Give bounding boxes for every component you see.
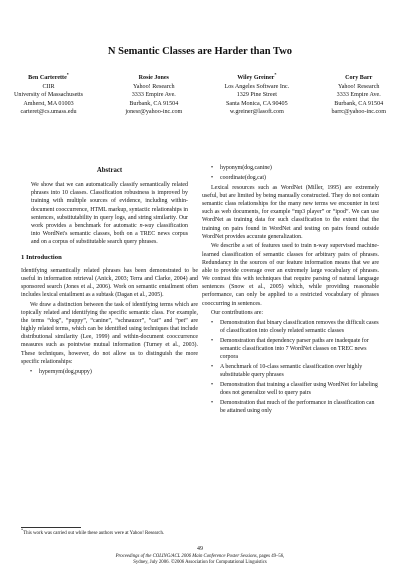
author-address: 1329 Pine Street — [236, 92, 277, 99]
paragraph: Identifying semantically related phrases has been demonstrated to be useful in information retrieval (Anick, 2003; Terra and Clarke, 2004) and sponsored search (Jones et al., 2006). Work on semantic entailment often includes lexical entailment as a subtask (Dagan et al., 2005). — [21, 267, 198, 299]
author-name: Cory Barr — [345, 75, 373, 81]
abstract-heading: Abstract — [96, 167, 123, 174]
section-heading-introduction: 1 Introduction — [21, 254, 62, 262]
right-column — [202, 162, 379, 417]
proceedings-venue: Sydney, July 2006. ©2006 Association for Computational Linguistics — [133, 559, 267, 565]
author-address: 3333 Empire Ave. — [336, 92, 381, 99]
proceedings-pages: , pages 49–56, — [256, 554, 285, 559]
author-city: Burbank, CA 91504 — [129, 100, 179, 107]
author-name: Rosie Jones — [138, 75, 169, 81]
author-1 — [14, 71, 84, 117]
author-name: Ben Carterette — [28, 75, 67, 81]
footnote-mark: * — [21, 527, 24, 532]
author-2 — [125, 74, 182, 117]
abstract-text: We show that we can automatically classify semantically related phrases into 10 classes. Classification robustness is improved by training with multiple sources of evidence, including within-document cooccurrence, HTML markup, syntactic relationships in sentences, substitutability in query logs, and string similarity. Our work provides a benchmark for automatic n-way classification into WordNet's semantic classes, both on a TREC news corpus and on a corpus of substitutable search query phrases. — [31, 182, 188, 246]
paragraph: We draw a distinction between the task of identifying terms which are topically related and identifying the specific semantic class. For example, the terms “dog”, “puppy”, “canine”, “schnauzer”, “cat” and “pet” are highly related terms, which can be identified using techniques that include distributional similarity (Lee, 1999) and within-document cooccurrence measures such as pointwise mutual information (Turney et al., 2003). These techniques, however, do not allow us to distinguish the more specific relationships: — [21, 301, 198, 365]
author-footnote-mark: * — [274, 71, 277, 77]
list-item: • Demonstration that training a classifier using WordNet for labeling does not generalize well to query pairs — [220, 381, 379, 397]
author-address: University of Massachusetts — [14, 92, 84, 99]
author-affiliation: Yahoo! Research — [337, 83, 380, 90]
contributions-list — [202, 319, 379, 415]
list-item: • Demonstration that binary classification removes the difficult cases of classification into closely related semantic classes — [220, 319, 379, 335]
paragraph: Lexical resources such as WordNet (Miller, 1995) are extremely useful, but are limited by being manually constructed. They do not contain semantic class relationships for the many new terms we encounter in text such as web documents, for example “mp3 player” or “ipod”. We can use WordNet as training data for such classification to the extent that the training on pairs found in WordNet and testing on pairs found outside WordNet provides accurate generalization. — [202, 184, 379, 240]
list-item: • coordinate(dog,cat) — [220, 174, 379, 182]
list-item: • A benchmark of 10-class semantic classification over highly substitutable query phrases — [220, 363, 379, 379]
abstract — [21, 181, 198, 246]
list-item: • Demonstration that dependency parser paths are inadequate for semantic classification into 7 WordNet classes on TREC news corpora — [220, 337, 379, 361]
relation-list — [21, 368, 198, 376]
list-item: • hypernym(dog,puppy) — [39, 368, 198, 376]
author-footnote-mark: * — [66, 71, 69, 77]
proceedings-footer — [0, 554, 400, 565]
author-city: Santa Monica, CA 90405 — [226, 100, 288, 107]
author-affiliation: Los Angeles Software Inc. — [224, 83, 290, 90]
author-address: 3333 Empire Ave. — [131, 92, 176, 99]
author-block — [14, 71, 386, 117]
author-email: barrc@yahoo-inc.com — [331, 109, 386, 116]
author-affiliation: Yahoo! Research — [133, 83, 175, 90]
author-email: w.greiner@lasoft.com — [229, 109, 284, 116]
footnote-rule — [21, 527, 81, 528]
author-name: Wiley Greiner — [237, 75, 275, 81]
page-number: 49 — [197, 546, 203, 552]
left-column — [21, 162, 198, 378]
author-email: carteret@cs.umass.edu — [20, 109, 77, 116]
paragraph: Our contributions are: — [211, 310, 264, 317]
footnote-text: This work was carried out while these authors were at Yahoo! Research. — [23, 530, 165, 536]
author-affiliation: CIIR — [42, 83, 55, 90]
author-city: Amherst, MA 01003 — [23, 100, 74, 107]
author-city: Burbank, CA 91504 — [334, 100, 384, 107]
proceedings-title: Proceedings of the COLING/ACL 2006 Main Conference Poster Sessions — [115, 554, 257, 559]
author-email: jonesr@yahoo-inc.com — [125, 109, 183, 116]
paper-title: N Semantic Classes are Harder than Two — [107, 46, 293, 57]
footnote — [21, 527, 198, 537]
list-item: • hyponym(dog,canine) — [220, 164, 379, 172]
relation-list — [202, 164, 379, 182]
list-item: • Demonstration that much of the performance in classification can be attained using only — [220, 399, 379, 415]
paragraph: We describe a set of features used to train n-way supervised machine-learned classification of semantic classes for arbitrary pairs of phrases. Redundancy in the sources of our feature information means that we are able to provide coverage over an extremely large vocabulary of phrases. We contrast this with techniques that require parsing of natural language sentences (Snow et al., 2005) which, while providing reasonable performance, can only be applied to a restricted vocabulary of phrases cooccurring in sentences. — [202, 243, 379, 307]
author-3 — [224, 71, 290, 117]
author-4 — [331, 74, 386, 117]
